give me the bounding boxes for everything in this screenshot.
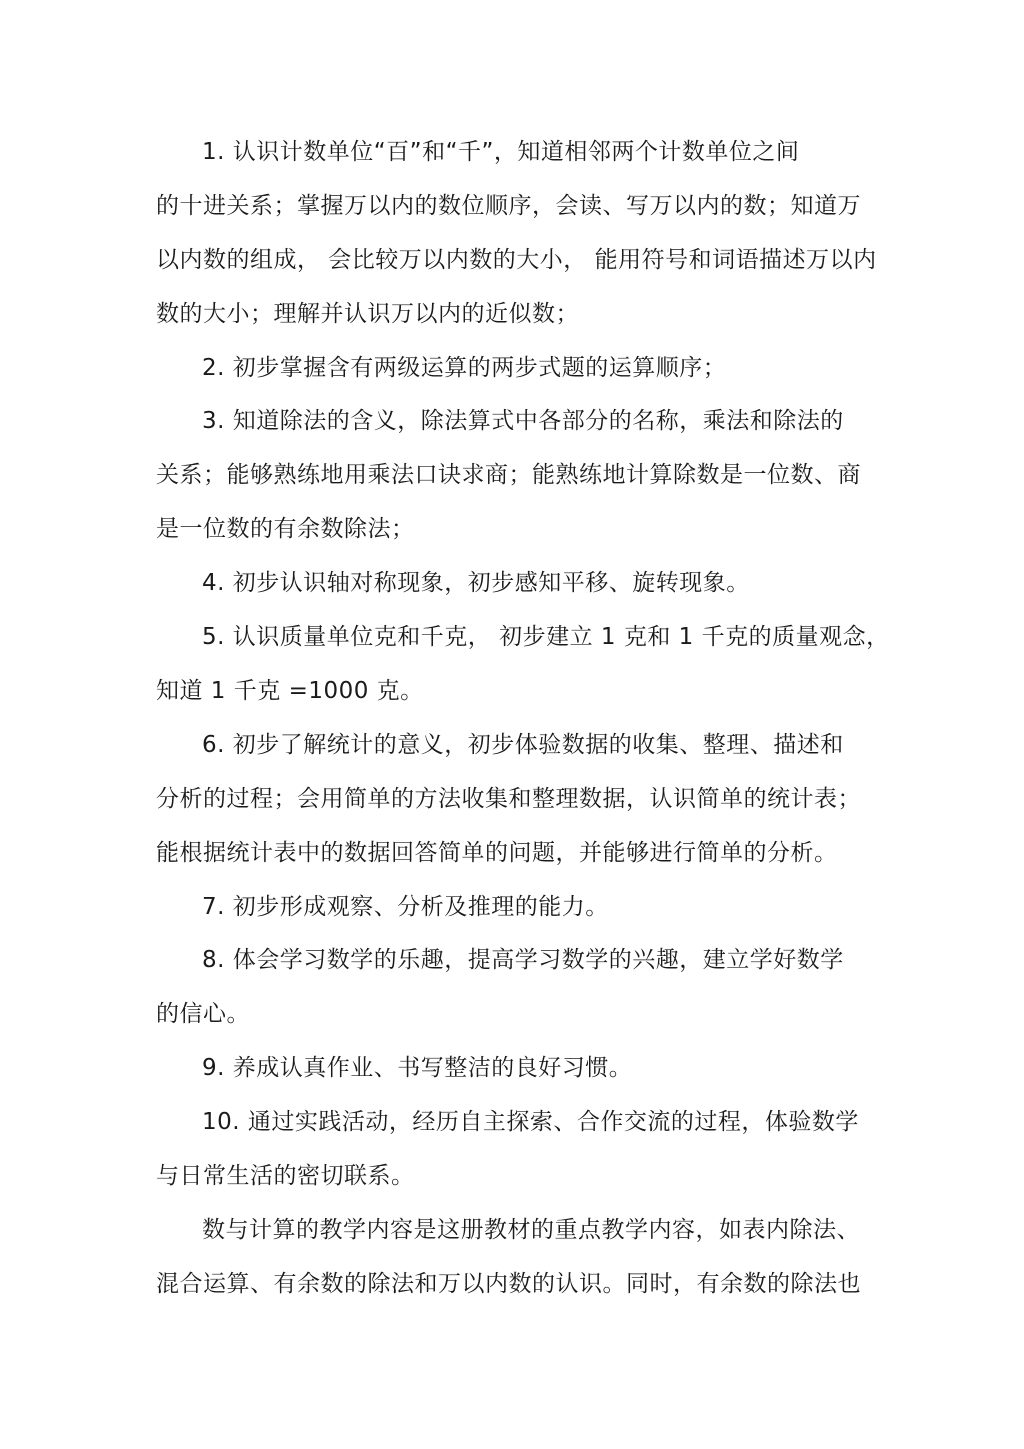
paragraph-line-2: 混合运算、有余数的除法和万以内数的认识。同时，有余数的除法也	[156, 1271, 861, 1297]
objective-6-line-2: 分析的过程；会用简单的方法收集和整理数据，认识简单的统计表；	[156, 786, 861, 812]
objective-8-line-1: 8. 体会学习数学的乐趣，提高学习数学的兴趣，建立学好数学	[202, 947, 844, 973]
objective-4-line-1: 4. 初步认识轴对称现象，初步感知平移、旋转现象。	[202, 570, 750, 596]
objective-1-line-2: 的十进关系；掌握万以内的数位顺序，会读、写万以内的数；知道万	[156, 193, 861, 219]
objective-1-line-1: 1. 认识计数单位“百”和“千”，知道相邻两个计数单位之间	[202, 139, 800, 165]
paragraph-line-1: 数与计算的教学内容是这册教材的重点教学内容，如表内除法、	[202, 1217, 860, 1243]
objective-6-line-1: 6. 初步了解统计的意义，初步体验数据的收集、整理、描述和	[202, 732, 844, 758]
objective-1-line-4: 数的大小；理解并认识万以内的近似数；	[156, 301, 579, 327]
objective-10-line-1: 10. 通过实践活动，经历自主探索、合作交流的过程，体验数学	[202, 1109, 859, 1135]
objective-1-line-3: 以内数的组成， 会比较万以内数的大小， 能用符号和词语描述万以内	[156, 247, 877, 273]
objective-5-line-1: 5. 认识质量单位克和千克， 初步建立 1 克和 1 千克的质量观念，	[202, 624, 890, 650]
objective-3-line-1: 3. 知道除法的含义，除法算式中各部分的名称，乘法和除法的	[202, 408, 844, 434]
objective-3-line-3: 是一位数的有余数除法；	[156, 516, 415, 542]
objective-2-line-1: 2. 初步掌握含有两级运算的两步式题的运算顺序；	[202, 355, 727, 381]
objective-3-line-2: 关系；能够熟练地用乘法口诀求商；能熟练地计算除数是一位数、商	[156, 462, 861, 488]
objective-6-line-3: 能根据统计表中的数据回答简单的问题，并能够进行简单的分析。	[156, 840, 838, 866]
objective-10-line-2: 与日常生活的密切联系。	[156, 1163, 415, 1189]
objective-5-line-2: 知道 1 千克 =1000 克。	[156, 678, 424, 704]
objective-9-line-1: 9. 养成认真作业、书写整洁的良好习惯。	[202, 1055, 633, 1081]
objective-8-line-2: 的信心。	[156, 1001, 250, 1027]
objective-7-line-1: 7. 初步形成观察、分析及推理的能力。	[202, 894, 609, 920]
